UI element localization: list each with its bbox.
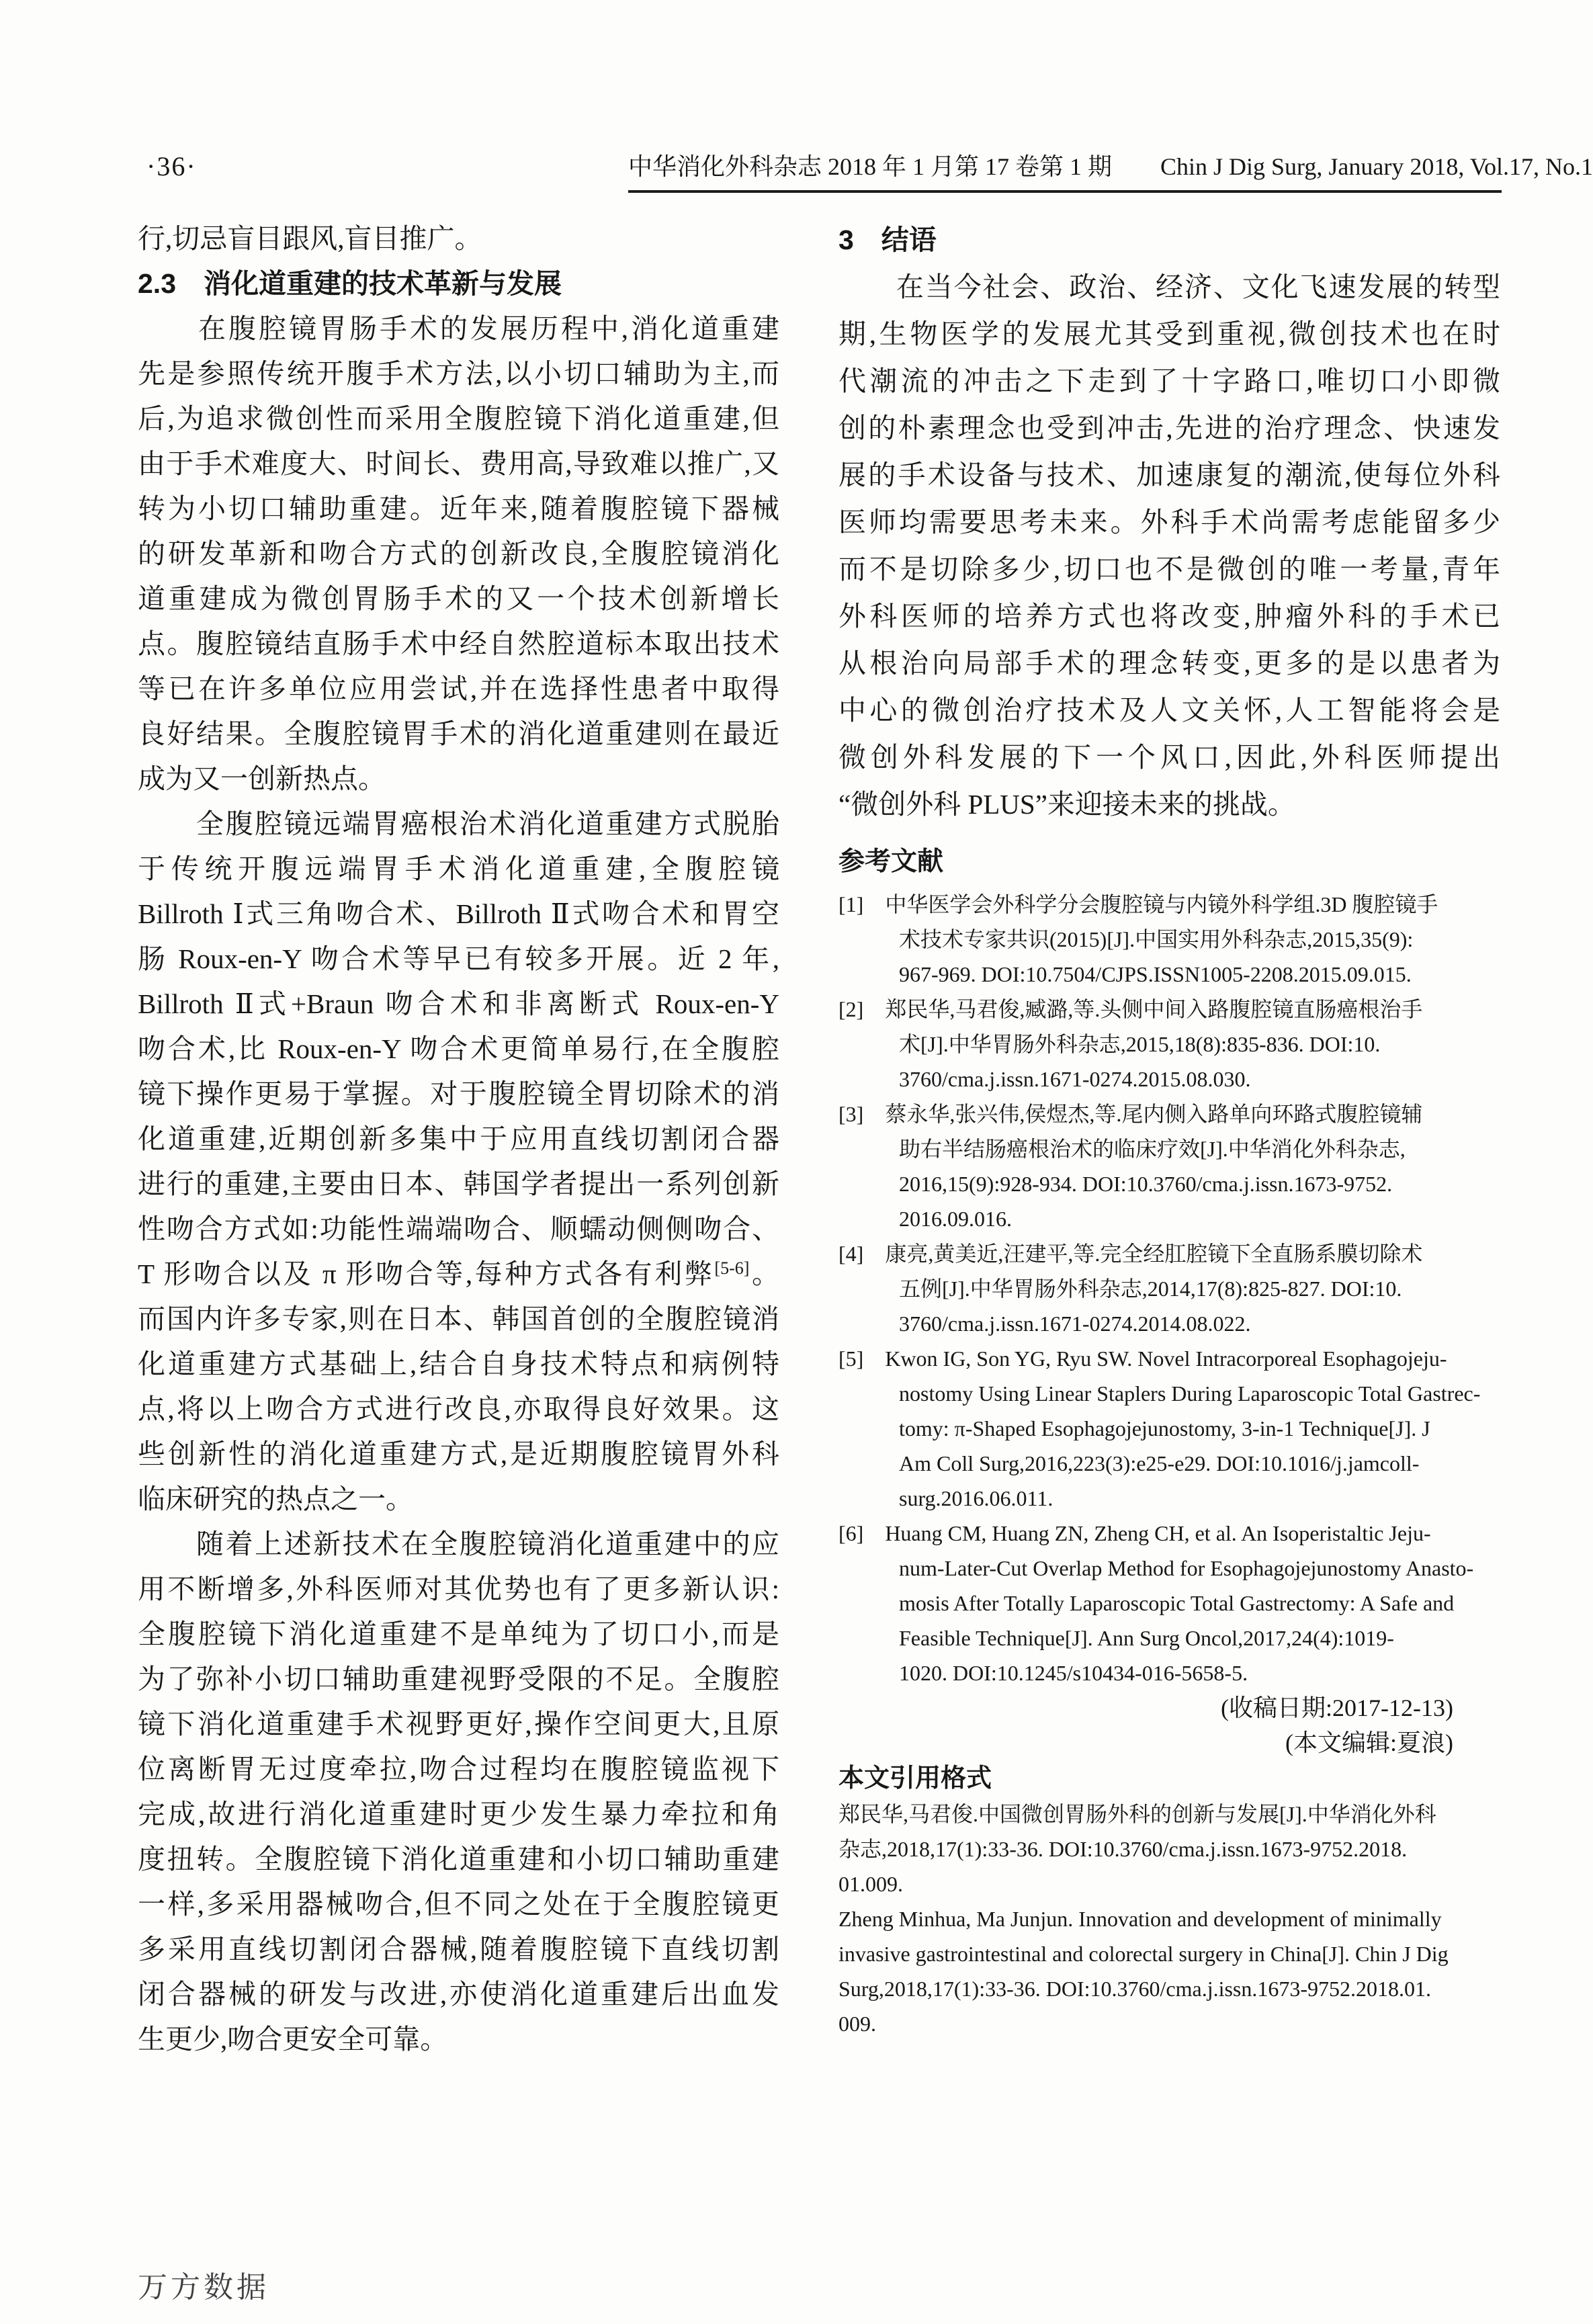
text-line: 在腹腔镜胃肠手术的发展历程中,消化道重建 bbox=[138, 313, 779, 344]
references-heading: 参考文献 bbox=[838, 847, 944, 876]
text-line: 点。腹腔镜结直肠手术中经自然腔道标本取出技术 bbox=[138, 628, 779, 659]
text-line: 展的手术设备与技术、加速康复的潮流,使每位外科 bbox=[838, 460, 1500, 490]
text-line: 后,为追求微创性而采用全腹腔镜下消化道重建,但 bbox=[138, 403, 779, 434]
text-line: 全腹腔镜远端胃癌根治术消化道重建方式脱胎 bbox=[138, 808, 779, 839]
text-line: 医师均需要思考未来。外科手术尚需考虑能留多少 bbox=[838, 507, 1500, 537]
reference-line: 五例[J].中华胃肠外科杂志,2014,17(8):825-827. DOI:10. bbox=[899, 1277, 1402, 1301]
text-line: 些创新性的消化道重建方式,是近期腹腔镜胃外科 bbox=[138, 1438, 779, 1469]
text-line: 在当今社会、政治、经济、文化飞速发展的转型 bbox=[838, 271, 1500, 302]
text-line: 而国内许多专家,则在日本、韩国首创的全腹腔镜消 bbox=[138, 1303, 779, 1334]
reference-item-6 bbox=[838, 1516, 1500, 1690]
reference-line: mosis After Totally Laparoscopic Total Gastrectomy: A Safe and bbox=[899, 1591, 1455, 1615]
journal-header-line: 中华消化外科杂志 2018 年 1 月第 17 卷第 1 期 Chin J Dig Surg, January 2018, Vol.17, No.1 bbox=[628, 148, 1502, 193]
text-line: 代潮流的冲击之下走到了十字路口,唯切口小即微 bbox=[838, 365, 1500, 396]
text-line: 度扭转。全腹腔镜下消化道重建和小切口辅助重建 bbox=[138, 1844, 779, 1875]
citation-line: Surg,2018,17(1):33-36. DOI:10.3760/cma.j.issn.1673-9752.2018.01. bbox=[838, 1977, 1432, 2001]
citation-line: 郑民华,马君俊.中国微创胃肠外科的创新与发展[J].中华消化外科 bbox=[838, 1802, 1436, 1826]
text-line: 镜下操作更易于掌握。对于腹腔镜全胃切除术的消 bbox=[138, 1078, 779, 1109]
text-line: 为了弥补小切口辅助重建视野受限的不足。全腹腔 bbox=[138, 1664, 779, 1694]
reference-line: surg.2016.06.011. bbox=[899, 1486, 1053, 1510]
reference-line: Am Coll Surg,2016,223(3):e25-e29. DOI:10.1016/j.jamcoll- bbox=[899, 1451, 1420, 1475]
paragraph bbox=[138, 306, 779, 802]
reference-item-2 bbox=[838, 992, 1500, 1096]
text-line: 创的朴素理念也受到冲击,先进的治疗理念、快速发 bbox=[838, 413, 1500, 443]
text-line: 多采用直线切割闭合器械,随着腹腔镜下直线切割 bbox=[138, 1934, 779, 1965]
reference-line: num-Later-Cut Overlap Method for Esophagojejunostomy Anasto- bbox=[899, 1556, 1474, 1580]
left-column bbox=[138, 216, 779, 2062]
text-line: 化道重建方式基础上,结合自身技术特点和病例特 bbox=[138, 1348, 779, 1379]
text-line: 临床研究的热点之一。 bbox=[138, 1483, 413, 1514]
text-line: 完成,故进行消化道重建时更少发生暴力牵拉和角 bbox=[138, 1799, 779, 1830]
text-line: 于传统开腹远端胃手术消化道重建,全腹腔镜 bbox=[138, 853, 779, 884]
reference-item-1 bbox=[838, 887, 1500, 992]
text-line: 生更少,吻合更安全可靠。 bbox=[138, 2024, 448, 2055]
reference-line: [4] 康亮,黄美近,汪建平,等.完全经肛腔镜下全直肠系膜切除术 bbox=[838, 1242, 1423, 1266]
citation-line: Zheng Minhua, Ma Junjun. Innovation and development of minimally bbox=[838, 1907, 1442, 1931]
reference-item-4 bbox=[838, 1236, 1500, 1341]
reference-line: 3760/cma.j.issn.1671-0274.2014.08.022. bbox=[899, 1311, 1251, 1336]
reference-line: nostomy Using Linear Staplers During Laparoscopic Total Gastrec- bbox=[899, 1381, 1481, 1406]
paragraph bbox=[138, 1297, 779, 1522]
text-line: 性吻合方式如:功能性端端吻合、顺蠕动侧侧吻合、 bbox=[138, 1213, 779, 1244]
text-line: 闭合器械的研发与改进,亦使消化道重建后出血发 bbox=[138, 1979, 779, 2010]
text-line: 良好结果。全腹腔镜胃手术的消化道重建则在最近 bbox=[138, 718, 779, 749]
text-line: 先是参照传统开腹手术方法,以小切口辅助为主,而 bbox=[138, 358, 779, 389]
reference-line: [5] Kwon IG, Son YG, Ryu SW. Novel Intracorporeal Esophagojeju- bbox=[838, 1346, 1447, 1371]
text-line: 而不是切除多少,切口也不是微创的唯一考量,青年 bbox=[838, 554, 1500, 585]
text-line: 的研发革新和吻合方式的创新改良,全腹腔镜消化 bbox=[138, 538, 779, 569]
text-line: 由于手术难度大、时间长、费用高,导致难以推广,又 bbox=[138, 448, 779, 479]
text-line: Billroth Ⅱ式+Braun 吻合术和非离断式 Roux-en-Y bbox=[138, 988, 779, 1019]
text-line: 用不断增多,外科医师对其优势也有了更多新认识: bbox=[138, 1574, 779, 1604]
reference-line: 3760/cma.j.issn.1671-0274.2015.08.030. bbox=[899, 1067, 1251, 1091]
text-line: 肠 Roux-en-Y 吻合术等早已有较多开展。近 2 年, bbox=[138, 943, 779, 974]
text-line: 位离断胃无过度牵拉,吻合过程均在腹腔镜监视下 bbox=[138, 1754, 779, 1784]
citation-line: 01.009. bbox=[838, 1872, 903, 1896]
text-line: 进行的重建,主要由日本、韩国学者提出一系列创新 bbox=[138, 1168, 779, 1199]
reference-line: 术技术专家共识(2015)[J].中国实用外科杂志,2015,35(9): bbox=[899, 927, 1414, 951]
reference-line: Feasible Technique[J]. Ann Surg Oncol,2017,24(4):1019- bbox=[899, 1626, 1394, 1650]
reference-item-5 bbox=[838, 1341, 1500, 1516]
text-line: 行,切忌盲目跟风,盲目推广。 bbox=[138, 223, 482, 254]
text-line: Billroth Ⅰ式三角吻合术、Billroth Ⅱ式吻合术和胃空 bbox=[138, 898, 779, 929]
reference-line: [6] Huang CM, Huang ZN, Zheng CH, et al. An Isoperistaltic Jeju- bbox=[838, 1521, 1431, 1545]
editor-note-line: (本文编辑:夏浪) bbox=[1285, 1729, 1453, 1756]
conclusion-paragraph bbox=[838, 263, 1500, 828]
reference-item-3 bbox=[838, 1096, 1500, 1236]
received-date-line: (收稿日期:2017-12-13) bbox=[1221, 1694, 1453, 1721]
text-segment: T 形吻合以及 π 形吻合等,每种方式各有利弊 bbox=[138, 1258, 715, 1289]
wanfang-watermark: 万方数据 bbox=[138, 2271, 269, 2304]
citation-chinese bbox=[838, 1797, 1500, 1901]
paragraph-continuation bbox=[138, 216, 779, 261]
right-column bbox=[838, 216, 1500, 2041]
reference-line: 967-969. DOI:10.7504/CJPS.ISSN1005-2208.2015.09.015. bbox=[899, 962, 1412, 986]
text-line: 化道重建,近期创新多集中于应用直线切割闭合器 bbox=[138, 1123, 779, 1154]
text-line: 全腹腔镜下消化道重建不是单纯为了切口小,而是 bbox=[138, 1619, 779, 1649]
reference-line: [2] 郑民华,马君俊,臧潞,等.头侧中间入路腹腔镜直肠癌根治手 bbox=[838, 997, 1423, 1021]
text-segment: 。 bbox=[749, 1258, 779, 1289]
page-number: ·36· bbox=[146, 151, 197, 181]
reference-line: 2016.09.016. bbox=[899, 1207, 1012, 1231]
citation-format-heading: 本文引用格式 bbox=[838, 1764, 992, 1793]
section-heading-2-3: 2.3 消化道重建的技术革新与发展 bbox=[138, 268, 562, 299]
reference-line: 术[J].中华胃肠外科杂志,2015,18(8):835-836. DOI:10. bbox=[899, 1032, 1381, 1056]
citation-line: 009. bbox=[838, 2012, 876, 2036]
text-line: 等已在许多单位应用尝试,并在选择性患者中取得 bbox=[138, 673, 779, 704]
text-line: 点,将以上吻合方式进行改良,亦取得良好效果。这 bbox=[138, 1393, 779, 1424]
text-line: 中心的微创治疗技术及人文关怀,人工智能将会是 bbox=[838, 695, 1500, 726]
reference-line: 助右半结肠癌根治术的临床疗效[J].中华消化外科杂志, bbox=[899, 1137, 1406, 1161]
text-line: 从根治向局部手术的理念转变,更多的是以患者为 bbox=[838, 648, 1500, 679]
text-line: 一样,多采用器械吻合,但不同之处在于全腹腔镜更 bbox=[138, 1889, 779, 1920]
reference-line: [3] 蔡永华,张兴伟,侯煜杰,等.尾内侧入路单向环路式腹腔镜辅 bbox=[838, 1102, 1423, 1126]
reference-superscript: [5-6] bbox=[714, 1258, 750, 1278]
citation-english bbox=[838, 1901, 1500, 2041]
reference-line: 2016,15(9):928-934. DOI:10.3760/cma.j.issn.1673-9752. bbox=[899, 1172, 1393, 1196]
reference-line: 1020. DOI:10.1245/s10434-016-5658-5. bbox=[899, 1661, 1248, 1685]
text-line: 吻合术,比 Roux-en-Y 吻合术更简单易行,在全腹腔 bbox=[138, 1033, 779, 1064]
text-line: 期,生物医学的发展尤其受到重视,微创技术也在时 bbox=[838, 318, 1500, 349]
text-line: 转为小切口辅助重建。近年来,随着腹腔镜下器械 bbox=[138, 493, 779, 524]
text-line: 外科医师的培养方式也将改变,肿瘤外科的手术已 bbox=[838, 601, 1500, 632]
text-line: 随着上述新技术在全腹腔镜消化道重建中的应 bbox=[138, 1529, 779, 1559]
text-line: 道重建成为微创胃肠手术的又一个技术创新增长 bbox=[138, 583, 779, 614]
text-line: 微创外科发展的下一个风口,因此,外科医师提出 bbox=[838, 742, 1500, 773]
reference-line: [1] 中华医学会外科学分会腹腔镜与内镜外科学组.3D 腹腔镜手 bbox=[838, 892, 1438, 916]
text-line: 镜下消化道重建手术视野更好,操作空间更大,且原 bbox=[138, 1709, 779, 1739]
text-line: “微创外科 PLUS”来迎接未来的挑战。 bbox=[838, 789, 1295, 820]
citation-line: invasive gastrointestinal and colorectal surgery in China[J]. Chin J Dig bbox=[838, 1942, 1449, 1966]
citation-line: 杂志,2018,17(1):33-36. DOI:10.3760/cma.j.issn.1673-9752.2018. bbox=[838, 1837, 1408, 1861]
text-line: 成为又一创新热点。 bbox=[138, 763, 386, 794]
reference-line: tomy: π-Shaped Esophagojejunostomy, 3-in-1 Technique[J]. J bbox=[899, 1416, 1430, 1440]
paragraph bbox=[138, 802, 779, 1252]
paragraph bbox=[138, 1522, 779, 2062]
text-line-with-reference bbox=[138, 1252, 779, 1297]
section-heading-3: 3 结语 bbox=[838, 224, 937, 255]
